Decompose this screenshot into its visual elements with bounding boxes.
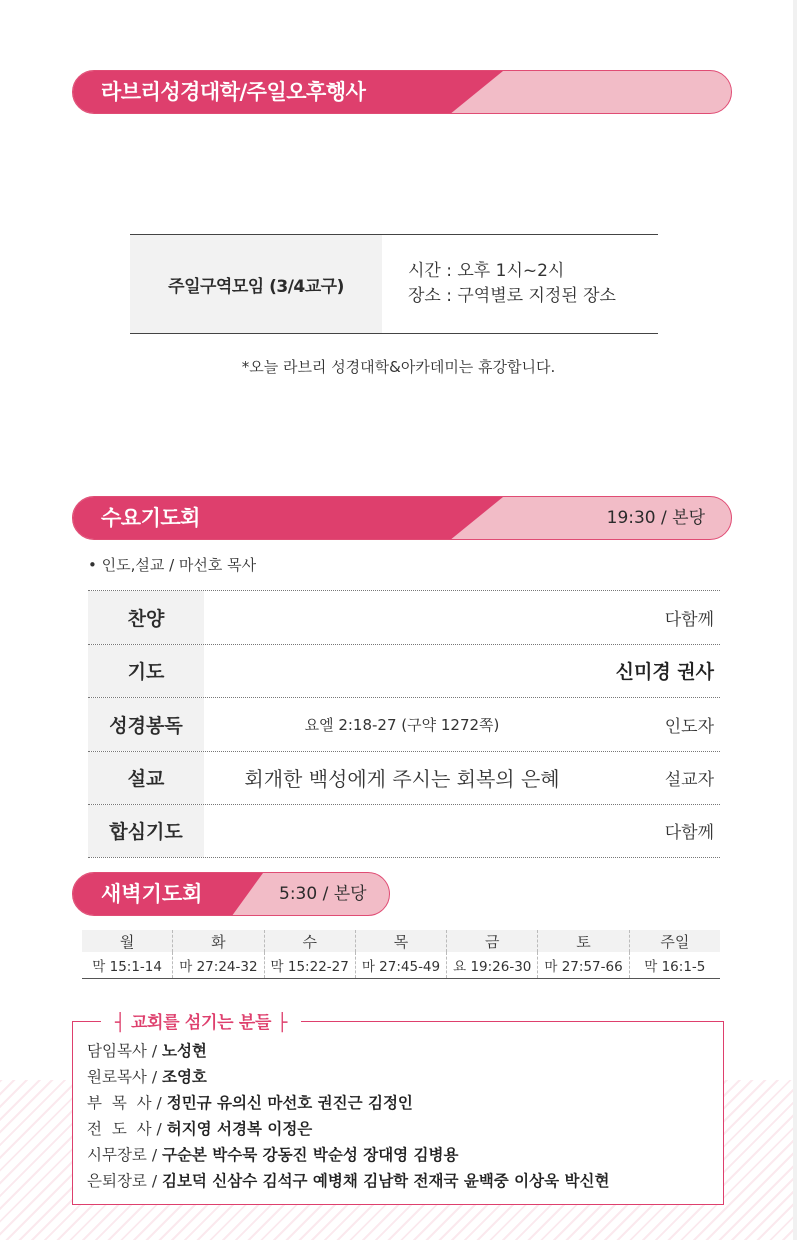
wednesday-time-place: 19:30 / 본당 xyxy=(606,508,705,528)
order-label: 성경봉독 xyxy=(88,698,204,751)
servant-line xyxy=(87,1168,609,1194)
servant-role: 원로목사 / xyxy=(87,1068,162,1086)
servant-line xyxy=(87,1116,609,1142)
dawn-time-place: 5:30 / 본당 xyxy=(279,884,367,904)
order-row xyxy=(88,590,720,644)
order-label: 찬양 xyxy=(88,591,204,644)
dawn-readings-row xyxy=(82,952,720,978)
order-row xyxy=(88,751,720,805)
reading-cell: 요 19:26-30 xyxy=(447,952,538,978)
servant-role: 담임목사 / xyxy=(87,1042,162,1060)
servants-title: 교회를 섬기는 분들 xyxy=(130,1013,272,1033)
day-header: 월 xyxy=(82,930,173,952)
order-detail: 요엘 2:18-27 (구약 1272쪽) xyxy=(304,715,500,734)
reading-cell: 마 27:24-32 xyxy=(173,952,264,978)
servant-line xyxy=(87,1064,609,1090)
servants-list xyxy=(87,1038,609,1194)
servant-role: 은퇴장로 / xyxy=(87,1172,162,1190)
order-row xyxy=(88,644,720,698)
servant-role: 전 도 사 / xyxy=(87,1120,167,1138)
reading-cell: 막 15:22-27 xyxy=(265,952,356,978)
dawn-banner xyxy=(72,872,390,916)
servant-names: 허지영 서경복 이정은 xyxy=(166,1120,313,1138)
sunday-group-table xyxy=(130,234,658,334)
holiday-note: *오늘 라브리 성경대학&아카데미는 휴강합니다. xyxy=(241,358,556,376)
servant-names: 김보덕 신삼수 김석구 예병채 김남학 전재국 윤백중 이상욱 박신현 xyxy=(161,1172,610,1190)
order-label: 기도 xyxy=(88,645,204,698)
church-servants-box xyxy=(72,1013,724,1205)
sunday-afternoon-title: 라브리성경대학/주일오후행사 xyxy=(101,80,366,104)
order-label: 합심기도 xyxy=(88,805,204,857)
day-header: 토 xyxy=(538,930,629,952)
sunday-group-label: 주일구역모임 (3/4교구) xyxy=(130,235,382,333)
servant-role: 시무장로 / xyxy=(87,1146,162,1164)
servants-legend xyxy=(101,1008,301,1033)
order-label: 설교 xyxy=(88,752,204,805)
page-edge xyxy=(793,0,797,1240)
reading-cell: 마 27:45-49 xyxy=(356,952,447,978)
servant-names: 구순본 박수묵 강동진 박순성 장대영 김병용 xyxy=(161,1146,459,1164)
wednesday-title: 수요기도회 xyxy=(101,506,200,530)
sermon-title: 회개한 백성에게 주시는 회복의 은혜 xyxy=(244,767,560,792)
servant-line xyxy=(87,1142,609,1168)
servant-names: 조영호 xyxy=(161,1068,207,1086)
reading-cell: 막 16:1-5 xyxy=(644,959,706,975)
sunday-afternoon-banner xyxy=(72,70,732,114)
servant-role: 부 목 사 / xyxy=(87,1094,167,1112)
order-person: 다함께 xyxy=(664,823,714,844)
order-row xyxy=(88,697,720,751)
day-header: 주일 xyxy=(660,932,690,951)
legend-bar-left: ┤ xyxy=(115,1013,125,1033)
day-header: 목 xyxy=(356,930,447,952)
order-person: 설교자 xyxy=(664,770,714,791)
dawn-days-row xyxy=(82,930,720,952)
dawn-title: 새벽기도회 xyxy=(101,882,203,906)
wednesday-banner xyxy=(72,496,732,540)
order-row xyxy=(88,804,720,858)
wednesday-leader: • 인도,설교 / 마선호 목사 xyxy=(88,556,257,574)
day-header: 수 xyxy=(265,930,356,952)
legend-bar-right: ├ xyxy=(277,1013,288,1033)
servant-line xyxy=(87,1090,609,1116)
order-person: 신미경 권사 xyxy=(615,661,714,684)
servant-line xyxy=(87,1038,609,1064)
dawn-reading-table xyxy=(82,930,720,979)
order-person: 다함께 xyxy=(664,609,714,630)
sunday-group-time: 시간 : 오후 1시~2시 xyxy=(408,261,565,281)
reading-cell: 막 15:1-14 xyxy=(82,952,173,978)
reading-cell: 마 27:57-66 xyxy=(538,952,629,978)
wednesday-order-table xyxy=(88,590,720,858)
sunday-group-details xyxy=(382,235,658,333)
servant-names: 노성현 xyxy=(161,1042,207,1060)
servant-names: 정민규 유의신 마선호 권진근 김정인 xyxy=(166,1094,413,1112)
day-header: 금 xyxy=(447,930,538,952)
order-person: 인도자 xyxy=(664,716,714,737)
day-header: 화 xyxy=(173,930,264,952)
sunday-group-place: 장소 : 구역별로 지정된 장소 xyxy=(408,286,616,306)
